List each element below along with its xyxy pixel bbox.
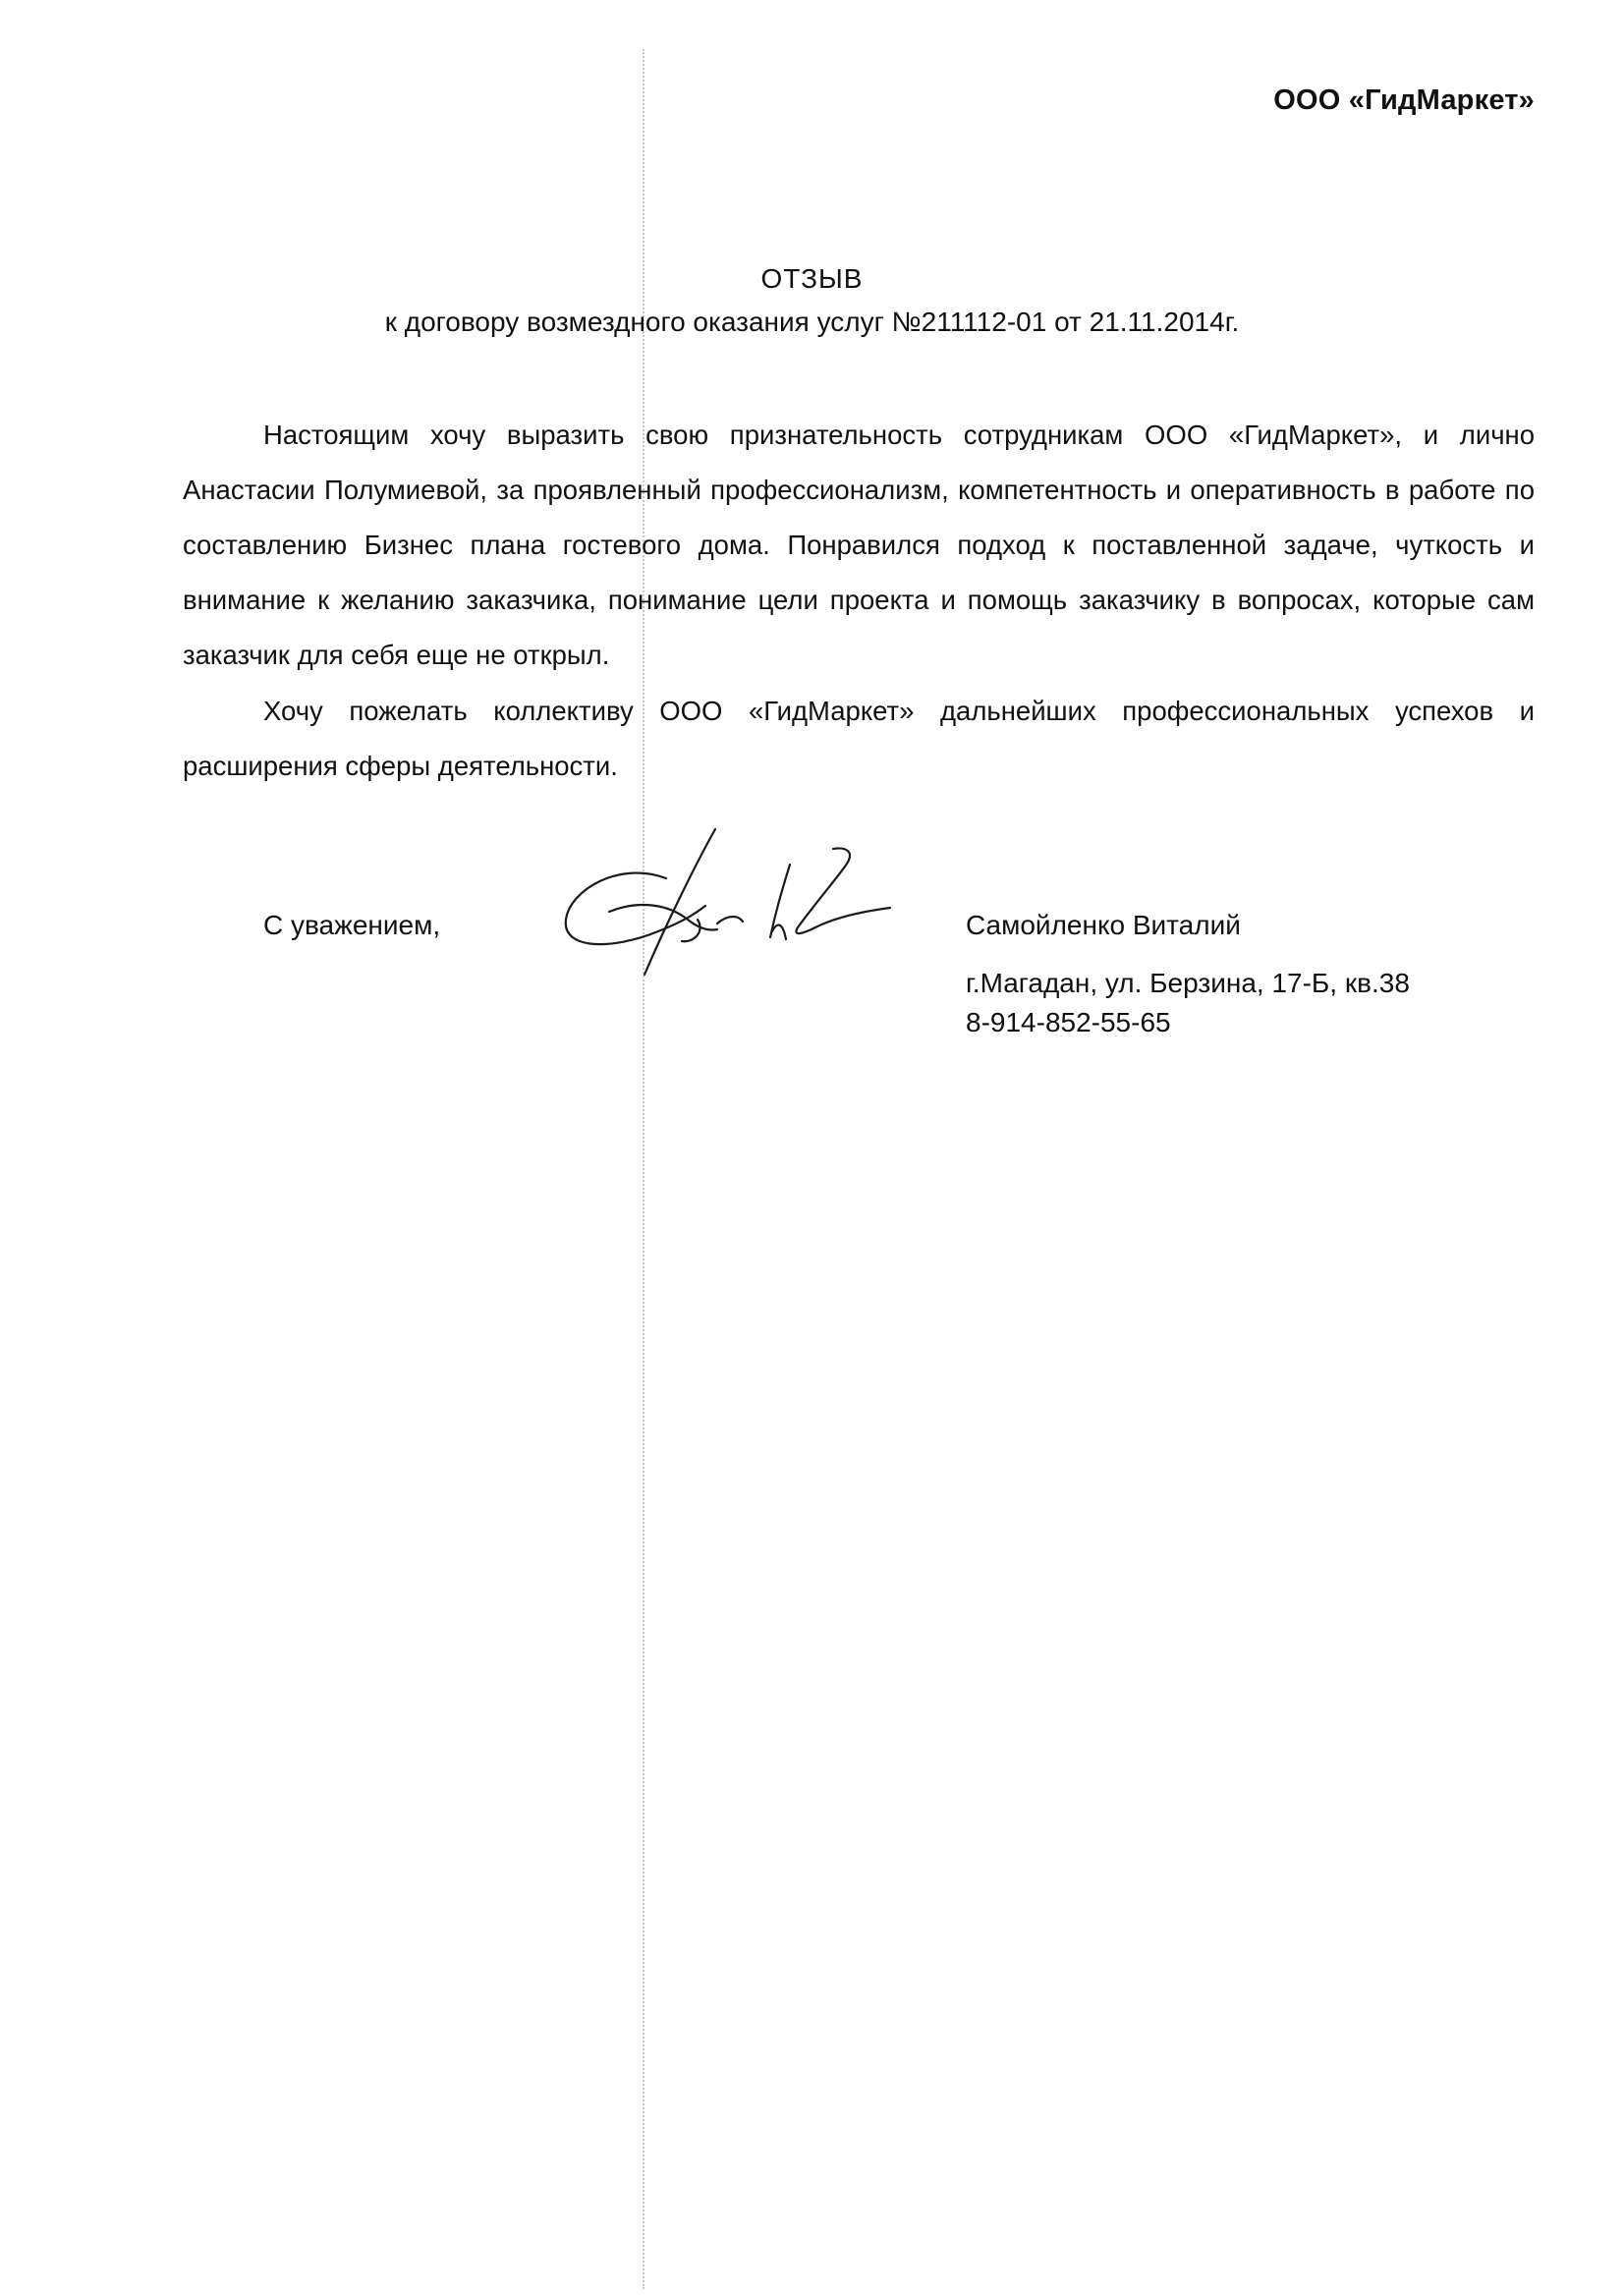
handwritten-signature [550,821,904,988]
company-name: ООО «ГидМаркет» [1273,84,1535,116]
body-paragraph-1: Настоящим хочу выразить свою признательность сотрудникам ООО «ГидМаркет», и лично Анастасии Полумиевой, за проявленный профессионализм, компетентность и оперативность в работе по составлению Бизнес плана гостевого дома. Понравился подход к поставленной задаче, чуткость и внимание к желанию заказчика, понимание цели проекта и помощь заказчику в вопросах, которые сам заказчик для себя еще не открыл. [183,420,1535,670]
document-subtitle: к договору возмездного оказания услуг №211112-01 от 21.11.2014г. [384,307,1240,337]
closing-phrase: С уважением, [263,910,441,940]
document-title: ОТЗЫВ [760,263,864,294]
signer-address: г.Магадан, ул. Берзина, 17-Б, кв.38 [966,968,1410,998]
scan-fold-line [643,49,644,2289]
signer-phone: 8-914-852-55-65 [966,1007,1171,1037]
signer-name: Самойленко Виталий [966,910,1241,940]
body-paragraph-2: Хочу пожелать коллективу ООО «ГидМаркет» дальнейших профессиональных успехов и расширения сферы деятельности. [183,696,1535,781]
